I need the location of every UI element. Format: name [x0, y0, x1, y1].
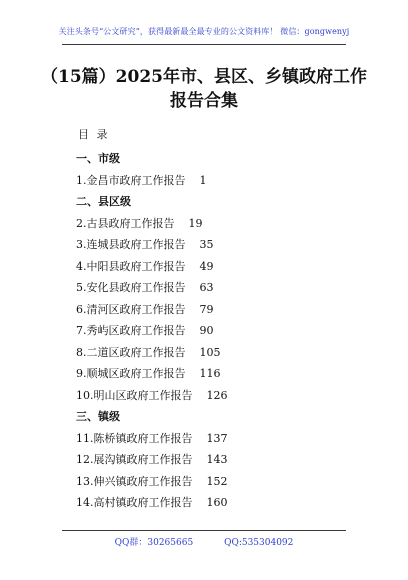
toc-entry-page: 116	[199, 367, 221, 380]
toc-entry-label: 10.明山区政府工作报告	[76, 388, 193, 402]
toc-entry[interactable]	[76, 451, 228, 467]
toc-entry-label: 13.伸兴镇政府工作报告	[76, 474, 193, 488]
toc-entry-label: 7.秀屿区政府工作报告	[76, 324, 186, 337]
toc-entry-page: 137	[206, 431, 228, 445]
toc-entry-label: 6.清河区政府工作报告	[76, 302, 186, 316]
toc-entry-page: 126	[206, 388, 228, 402]
toc-entry[interactable]	[76, 172, 207, 188]
toc-label: 目 录	[78, 128, 110, 141]
toc-entry[interactable]	[76, 258, 214, 274]
toc-entry[interactable]	[76, 236, 214, 252]
header-notice: 关注头条号“公文研究”，获得最新最全最专业的公文资料库！ 微信：gongwenyj	[58, 27, 350, 36]
toc-entry-page: 49	[199, 259, 214, 273]
toc-entry-page: 63	[199, 281, 214, 294]
toc-entry-page: 35	[199, 238, 214, 251]
toc-entry-page: 152	[206, 474, 228, 488]
toc-entry[interactable]	[76, 344, 221, 360]
toc-entry[interactable]	[76, 322, 214, 338]
toc-entry-label: 1.金昌市政府工作报告	[76, 173, 186, 187]
toc-entry-label: 9.顺城区政府工作报告	[76, 367, 186, 380]
toc-entry-page: 79	[199, 302, 214, 316]
document-title: （15篇）2025年市、县区、乡镇政府工作报告合集	[41, 67, 367, 111]
toc-entry-label: 14.高村镇政府工作报告	[76, 496, 193, 509]
toc-entry[interactable]	[76, 279, 214, 295]
footer-qq-group: QQ群：30265665	[114, 538, 194, 548]
toc-entry-label: 2.古县政府工作报告	[76, 216, 175, 230]
toc-entry-page: 143	[206, 453, 228, 466]
toc-entry-page: 160	[206, 496, 228, 509]
toc-entry-page: 105	[199, 345, 221, 359]
toc-entry-label: 3.连城县政府工作报告	[76, 238, 186, 251]
toc-section-heading: 三、镇级	[76, 410, 120, 423]
footer-divider	[62, 530, 346, 531]
toc-entry-label: 12.展沟镇政府工作报告	[76, 453, 193, 466]
toc-entry-label: 11.陈桥镇政府工作报告	[76, 431, 193, 445]
toc-entry[interactable]	[76, 215, 203, 231]
footer-qq: QQ:535304092	[224, 538, 294, 548]
toc-entry-page: 90	[199, 324, 214, 337]
header-divider	[62, 44, 346, 45]
footer	[0, 535, 408, 548]
toc-entry[interactable]	[76, 494, 228, 510]
toc-section-heading: 一、市级	[76, 152, 120, 165]
toc-entry[interactable]	[76, 473, 228, 489]
toc-entry[interactable]	[76, 301, 214, 317]
toc-section-heading: 二、县区级	[76, 195, 131, 208]
toc-entry-page: 1	[199, 173, 207, 187]
toc-entry-label: 4.中阳县政府工作报告	[76, 259, 186, 273]
toc-entry-label: 8.二道区政府工作报告	[76, 345, 186, 359]
toc-entry[interactable]	[76, 430, 228, 446]
toc-entry-page: 19	[188, 216, 203, 230]
toc-entry[interactable]	[76, 387, 228, 403]
toc-entry[interactable]	[76, 365, 221, 381]
toc-entry-label: 5.安化县政府工作报告	[76, 281, 186, 294]
